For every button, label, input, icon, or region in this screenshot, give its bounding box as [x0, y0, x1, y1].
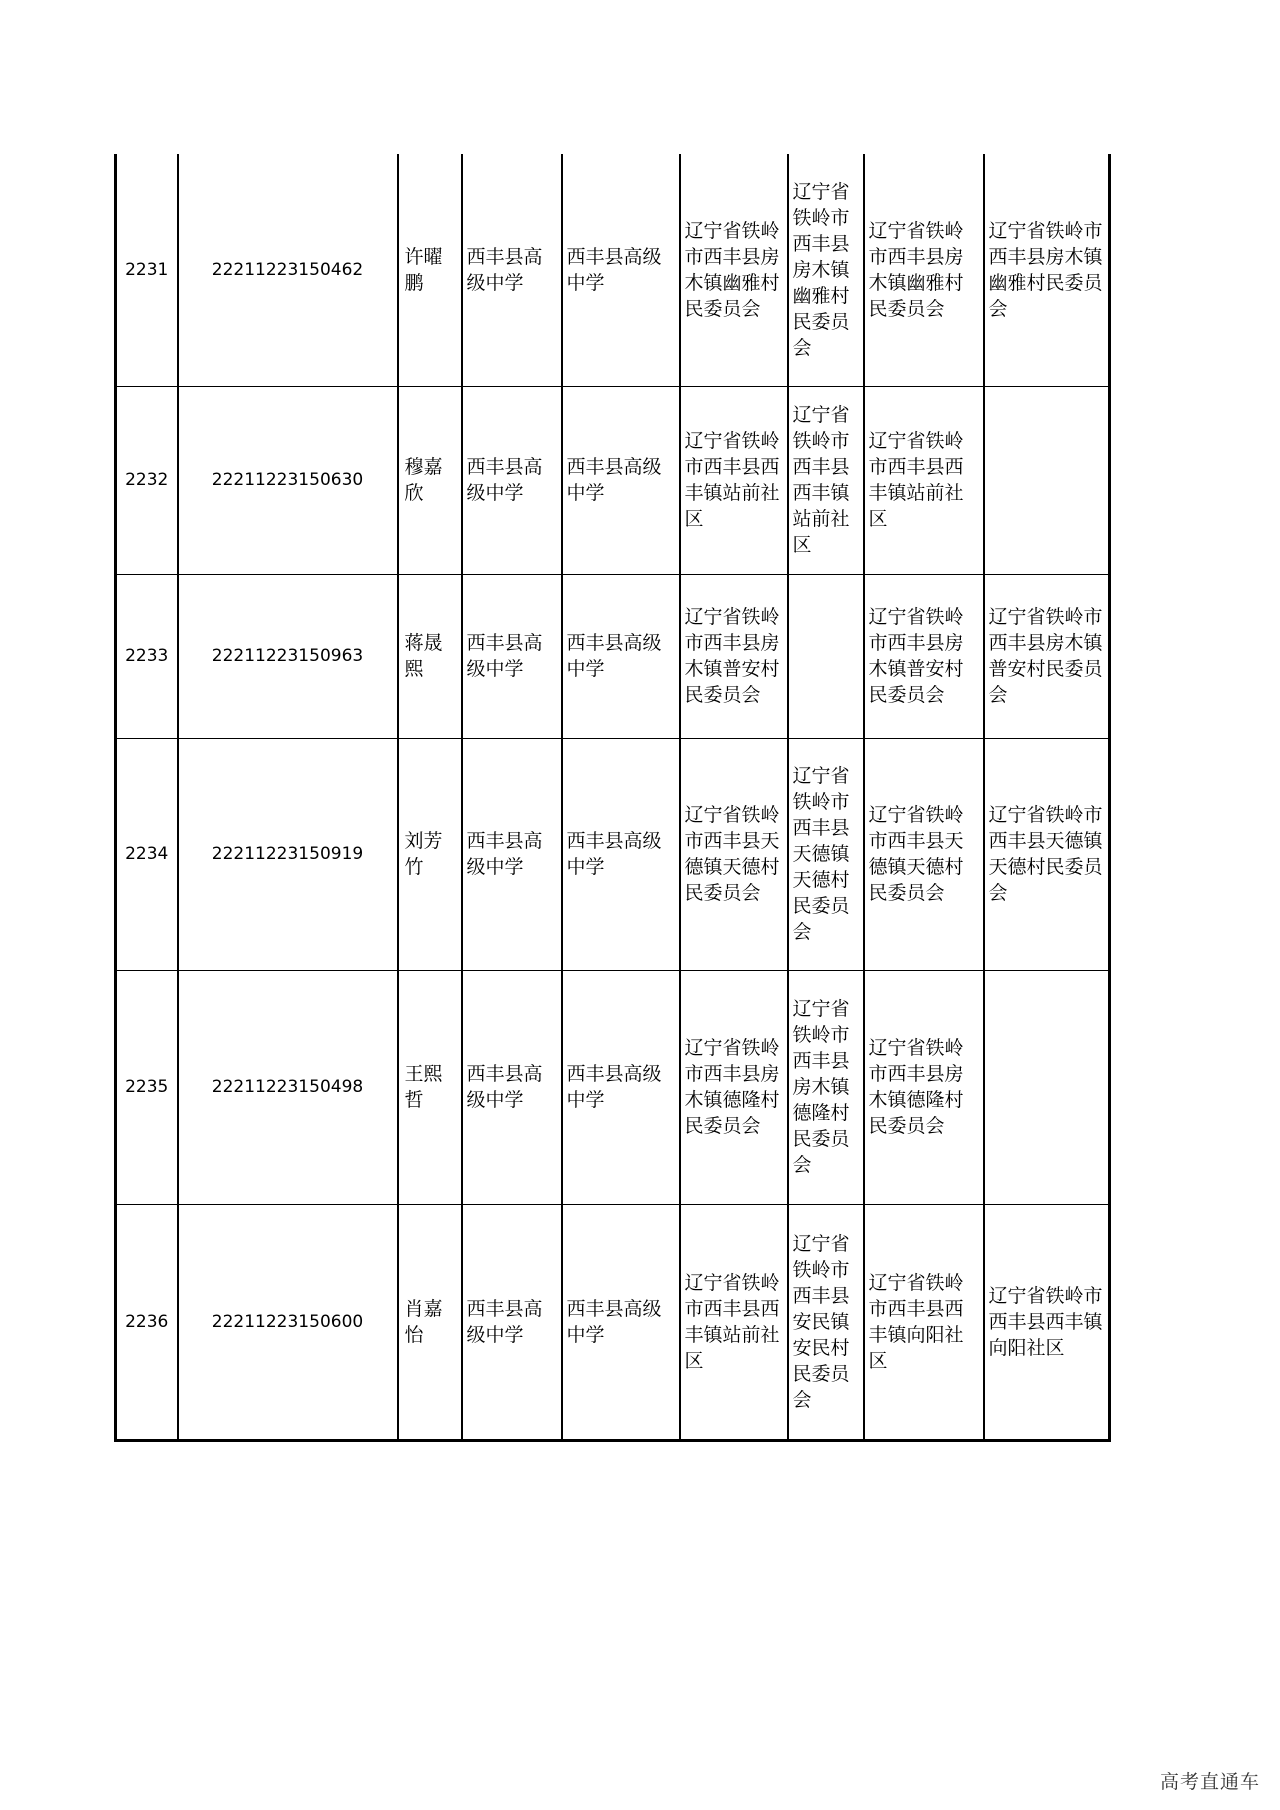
row-number: 2231 [116, 154, 178, 386]
candidate-id: 22211223150462 [178, 154, 398, 386]
table-row [116, 1204, 1110, 1440]
address-cell-1: 辽宁省铁岭市西丰县西丰镇站前社区 [680, 386, 788, 574]
address-cell-1: 辽宁省铁岭市西丰县天德镇天德村民委员会 [680, 738, 788, 970]
address-cell-2: 辽宁省铁岭市西丰县天德镇天德村民委员会 [788, 738, 864, 970]
address-cell-1: 辽宁省铁岭市西丰县房木镇幽雅村民委员会 [680, 154, 788, 386]
address-cell-2: 辽宁省铁岭市西丰县房木镇幽雅村民委员会 [788, 154, 864, 386]
watermark-text: 高考直通车 [1159, 1771, 1260, 1793]
table-row [116, 738, 1110, 970]
address-cell-3: 辽宁省铁岭市西丰县西丰镇站前社区 [864, 386, 984, 574]
row-number: 2235 [116, 970, 178, 1204]
address-cell-1: 辽宁省铁岭市西丰县西丰镇站前社区 [680, 1204, 788, 1440]
row-number: 2236 [116, 1204, 178, 1440]
candidate-id: 22211223150630 [178, 386, 398, 574]
table-row [116, 154, 1110, 386]
row-number: 2232 [116, 386, 178, 574]
school-cell-2: 西丰县高级中学 [562, 738, 680, 970]
candidate-name: 肖嘉怡 [398, 1204, 462, 1440]
school-cell-2: 西丰县高级中学 [562, 574, 680, 738]
school-cell-2: 西丰县高级中学 [562, 970, 680, 1204]
row-number: 2234 [116, 738, 178, 970]
school-cell: 西丰县高级中学 [462, 970, 562, 1204]
address-cell-4: 辽宁省铁岭市西丰县天德镇天德村民委员会 [984, 738, 1110, 970]
candidate-name: 王熙哲 [398, 970, 462, 1204]
address-cell-4 [984, 386, 1110, 574]
address-cell-1: 辽宁省铁岭市西丰县房木镇普安村民委员会 [680, 574, 788, 738]
table-row [116, 386, 1110, 574]
address-cell-4: 辽宁省铁岭市西丰县房木镇普安村民委员会 [984, 574, 1110, 738]
candidate-id: 22211223150600 [178, 1204, 398, 1440]
candidate-id: 22211223150963 [178, 574, 398, 738]
address-cell-2 [788, 574, 864, 738]
candidate-name: 许曜鹏 [398, 154, 462, 386]
row-number: 2233 [116, 574, 178, 738]
address-cell-1: 辽宁省铁岭市西丰县房木镇德隆村民委员会 [680, 970, 788, 1204]
address-cell-4: 辽宁省铁岭市西丰县房木镇幽雅村民委员会 [984, 154, 1110, 386]
school-cell: 西丰县高级中学 [462, 574, 562, 738]
address-cell-2: 辽宁省铁岭市西丰县西丰镇站前社区 [788, 386, 864, 574]
address-cell-2: 辽宁省铁岭市西丰县房木镇德隆村民委员会 [788, 970, 864, 1204]
address-cell-3: 辽宁省铁岭市西丰县西丰镇向阳社区 [864, 1204, 984, 1440]
candidate-id: 22211223150498 [178, 970, 398, 1204]
address-cell-3: 辽宁省铁岭市西丰县房木镇德隆村民委员会 [864, 970, 984, 1204]
school-cell: 西丰县高级中学 [462, 154, 562, 386]
address-cell-4 [984, 970, 1110, 1204]
school-cell-2: 西丰县高级中学 [562, 386, 680, 574]
school-cell: 西丰县高级中学 [462, 738, 562, 970]
table-row [116, 574, 1110, 738]
address-cell-3: 辽宁省铁岭市西丰县房木镇普安村民委员会 [864, 574, 984, 738]
school-cell-2: 西丰县高级中学 [562, 1204, 680, 1440]
school-cell: 西丰县高级中学 [462, 1204, 562, 1440]
candidate-name: 蒋晟熙 [398, 574, 462, 738]
school-cell-2: 西丰县高级中学 [562, 154, 680, 386]
table-row [116, 970, 1110, 1204]
school-cell: 西丰县高级中学 [462, 386, 562, 574]
address-cell-3: 辽宁省铁岭市西丰县天德镇天德村民委员会 [864, 738, 984, 970]
address-cell-3: 辽宁省铁岭市西丰县房木镇幽雅村民委员会 [864, 154, 984, 386]
address-cell-2: 辽宁省铁岭市西丰县安民镇安民村民委员会 [788, 1204, 864, 1440]
address-cell-4: 辽宁省铁岭市西丰县西丰镇向阳社区 [984, 1204, 1110, 1440]
candidate-name: 穆嘉欣 [398, 386, 462, 574]
candidate-id: 22211223150919 [178, 738, 398, 970]
candidate-name: 刘芳竹 [398, 738, 462, 970]
record-table [114, 154, 1111, 1442]
